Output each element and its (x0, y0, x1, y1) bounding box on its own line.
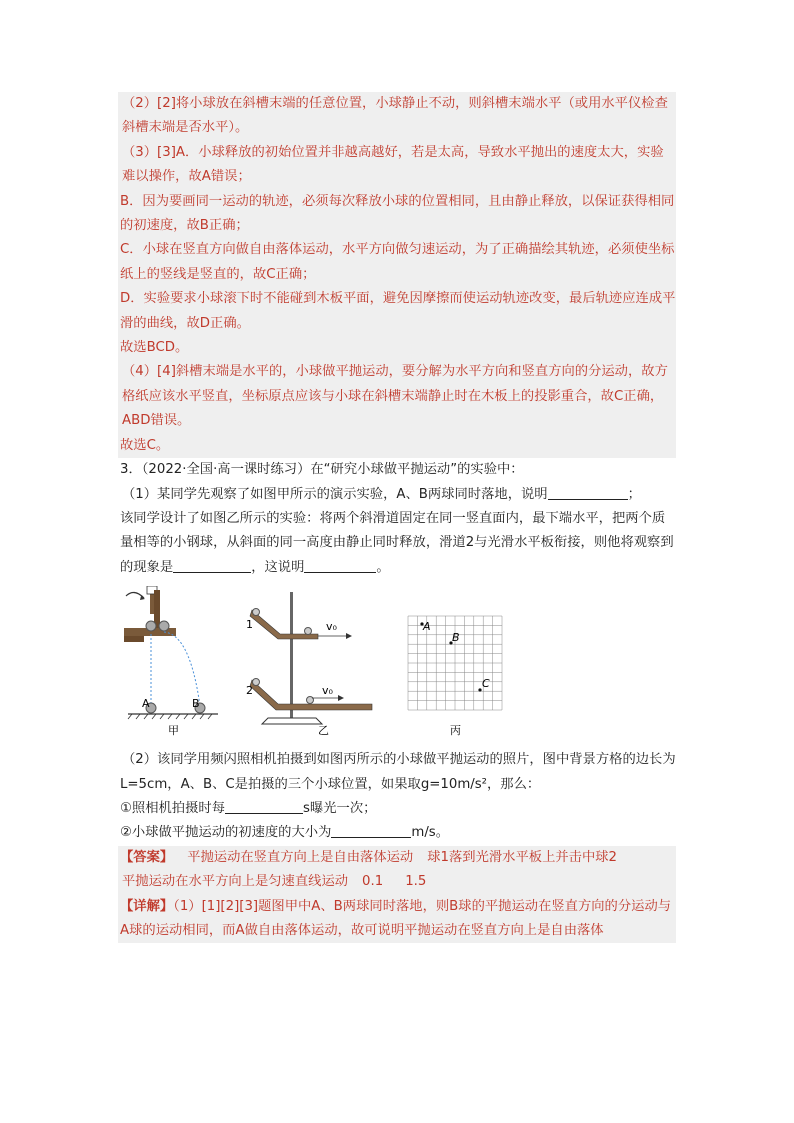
answer-key-label: 【答案】 (120, 849, 174, 865)
solution-part-3d: D．实验要求小球滚下时不能碰到木板平面，避免因摩擦而使运动轨迹改变，最后轨迹应连成平滑的曲线，故D正确。 (120, 291, 676, 331)
figure-yi (246, 586, 396, 746)
q1b-text: 该同学设计了如图乙所示的实验：将两个斜滑道固定在同一竖直面内，最下端水平，把两个质量相等的小钢球，从斜面的同一高度由静止同时释放，滑道2与光滑水平板衔接，则他将观察到的现象是 (120, 510, 674, 575)
ball-track-1 (305, 628, 312, 635)
q2-1-end: s曝光一次； (303, 800, 377, 816)
q1b-end: 。 (376, 559, 390, 575)
parabola-path (164, 632, 200, 706)
label-point-c: C (482, 677, 490, 691)
answer-5: 1.5 (405, 874, 427, 890)
ball-track-2 (307, 697, 314, 704)
answer-blank-3[interactable] (304, 558, 376, 573)
label-track-1: 1 (246, 618, 253, 632)
document-content (118, 92, 676, 943)
answer-1: 平抛运动在竖直方向上是自由落体运动 (187, 849, 414, 865)
label-v0-2: v₀ (322, 684, 333, 698)
label-ball-a: A (142, 697, 150, 711)
label-yi: 乙 (318, 724, 329, 738)
answer-blank-5[interactable] (331, 823, 411, 838)
figure-jia (120, 586, 220, 746)
solution-block-previous (118, 92, 676, 458)
q1a-end: ； (627, 486, 641, 502)
question-3-part-2-2 (118, 821, 676, 845)
question-3-part-2a-cont: L=5cm，A、B、C是拍摄的三个小球位置，如果取g=10m/s²，那么： (120, 776, 541, 792)
answer-2: 球1落到光滑水平板上并击中球2 (427, 849, 618, 865)
solution-part-3c: C．小球在竖直方向做自由落体运动，水平方向做匀速运动，为了正确描绘其轨迹，必须使坐标纸上的竖线是竖直的，故C正确； (120, 242, 675, 282)
answer-line-2 (118, 870, 676, 894)
answer-blank-1[interactable] (548, 485, 628, 500)
label-ball-b: B (192, 697, 200, 711)
detail-text: （1）[1][2][3]题图甲中A、B两球同时落地，则B球的平抛运动在竖直方向的分运动与A球的运动相同，而A做自由落体运动，故可说明平抛运动在竖直方向上是自由落体 (120, 898, 672, 938)
solution-part-3a: （3）[3]A．小球释放的初始位置并非越高越好，若是太高，导致水平抛出的速度太大，实验难以操作，故A错误； (122, 144, 664, 185)
q1a-text: （1）某同学先观察了如图甲所示的演示实验，A、B两球同时落地，说明 (122, 486, 548, 502)
q2-1-text: ①照相机拍摄时每 (120, 800, 225, 816)
q1b-mid: ，这说明 (251, 559, 305, 575)
q2-2-text: ②小球做平抛运动的初速度的大小为 (120, 825, 332, 841)
detail-key-label: 【详解】 (120, 898, 174, 914)
answer-blank-4[interactable] (225, 799, 303, 814)
solution-part-3b: B．因为要画同一运动的轨迹，必须每次释放小球的位置相同，且由静止释放，以保证获得相同的初速度，故B正确； (120, 193, 675, 234)
q2a-text: （2）该同学用频闪照相机拍摄到如图丙所示的小球做平抛运动的照片，图中背景方格的边长为 (122, 752, 676, 768)
answer-3: 平抛运动在水平方向上是匀速直线运动 (122, 874, 349, 890)
answer-blank-2[interactable] (173, 558, 251, 573)
stand-pole (290, 592, 293, 718)
track-2 (250, 680, 372, 710)
question-3-head: 3．（2022·全国·高一课时练习）在“研究小球做平抛运动”的实验中： (120, 462, 524, 478)
solution-part-2: （2）[2]将小球放在斜槽末端的任意位置，小球静止不动，则斜槽末端水平（或用水平仪检查斜槽末端是否水平）。 (122, 96, 668, 136)
detail-block (118, 895, 676, 944)
solution-part-4: （4）[4]斜槽末端是水平的，小球做平抛运动，要分解为水平方向和竖直方向的分运动，故方格纸应该水平竖直，坐标原点应该与小球在斜槽末端静止时在木板上的投影重合，故C正确，ABD错误。 (122, 364, 668, 429)
stand-base (262, 718, 322, 724)
q2-2-end: m/s。 (411, 825, 450, 841)
label-bing: 丙 (450, 724, 461, 738)
ball-b-start (159, 621, 169, 631)
question-3-part-1a (118, 483, 676, 507)
answer-line-1 (118, 846, 676, 870)
solution-choice-4: 故选C。 (120, 437, 170, 453)
label-v0-1: v₀ (326, 620, 337, 634)
figure-row (118, 586, 676, 746)
solution-choice-3: 故选BCD。 (120, 340, 189, 356)
figure-bing (402, 586, 512, 746)
label-point-b: B (452, 631, 460, 645)
answer-4: 0.1 (362, 874, 384, 890)
label-track-2: 2 (246, 684, 253, 698)
label-point-a: A (423, 620, 431, 634)
answer-block (118, 846, 676, 944)
question-3-part-1b (118, 507, 676, 580)
ball-a-start (146, 621, 156, 631)
question-3-part-2-1 (118, 797, 676, 821)
label-jia: 甲 (168, 724, 179, 738)
question-3-part-2a (118, 748, 676, 772)
